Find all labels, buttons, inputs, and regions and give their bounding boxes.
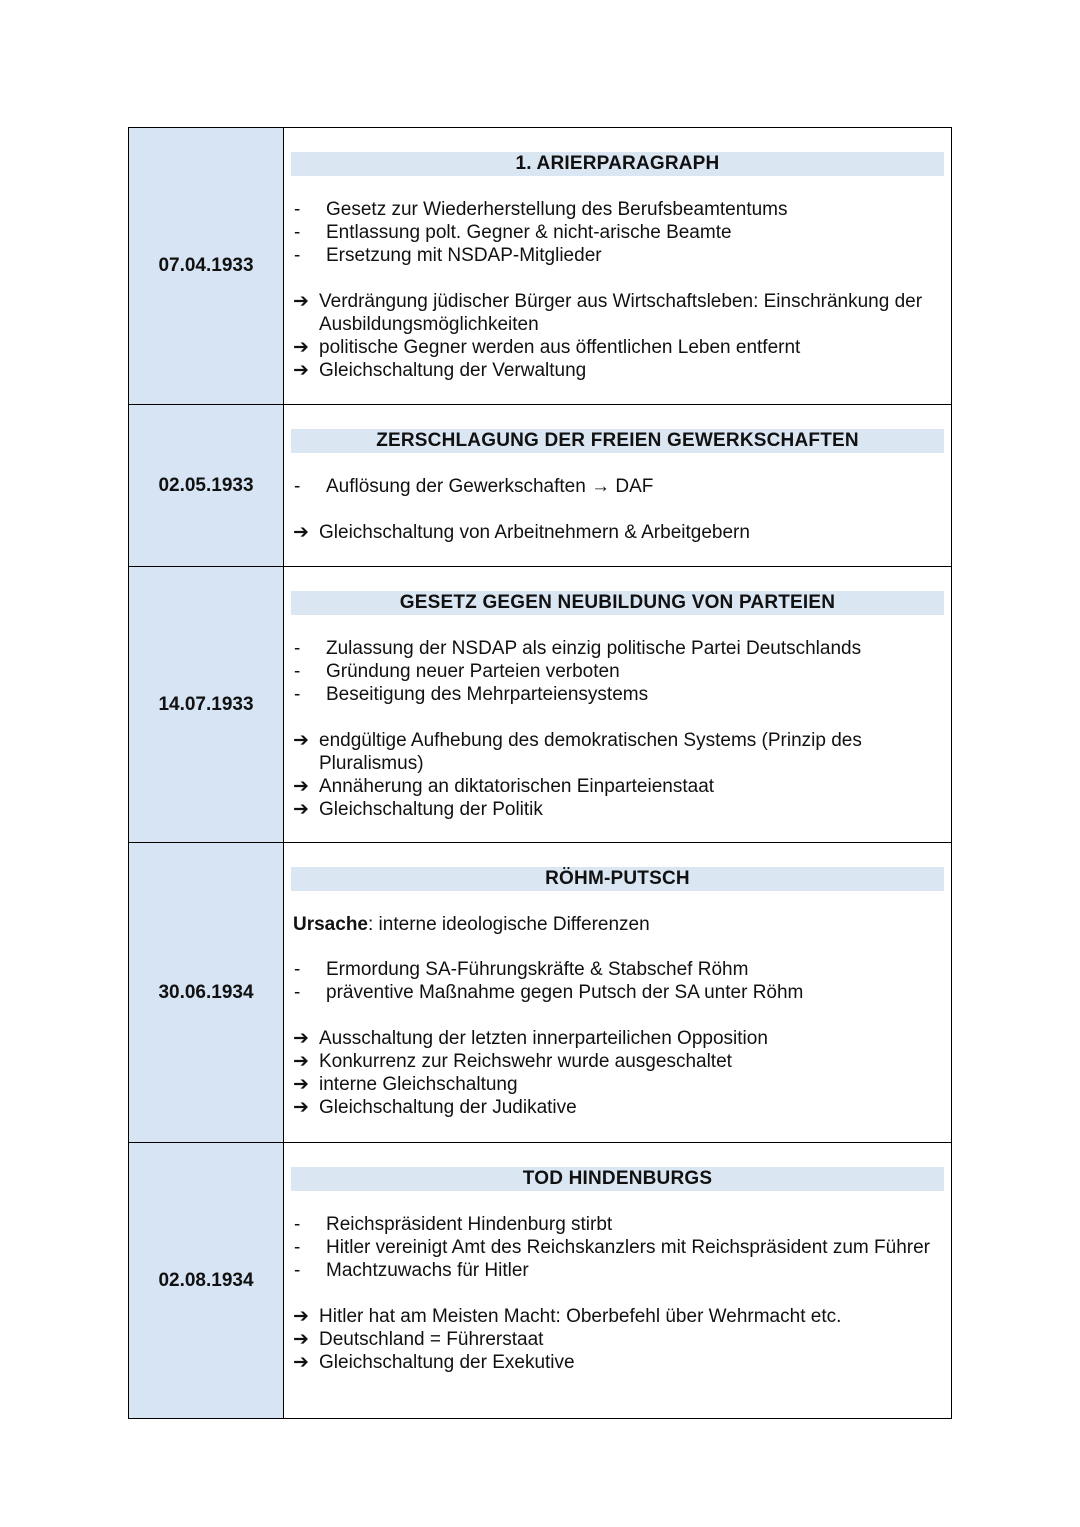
consequence-list (291, 729, 944, 821)
cause-text: : interne ideologische Differenzen (368, 914, 650, 935)
consequence-text: Ausschaltung der letzten innerparteilichen Opposition (319, 1028, 768, 1049)
arrow-right-icon: ➔ (293, 1051, 309, 1072)
bullet-item: - Gesetz zur Wiederherstellung des Berufsbeamtentums (291, 198, 944, 221)
bullet-list (291, 198, 944, 267)
consequence-text: interne Gleichschaltung (319, 1074, 518, 1095)
bullet-item: - Entlassung polt. Gegner & nicht-arische Beamte (291, 221, 944, 244)
consequence-list (291, 1027, 944, 1119)
consequence-list (291, 1305, 944, 1374)
consequence-item (291, 1351, 944, 1374)
consequence-text: endgültige Aufhebung des demokratischen Systems (Prinzip des Pluralismus) (319, 730, 862, 774)
arrow-right-icon: ➔ (293, 522, 309, 543)
consequence-list (291, 290, 944, 382)
consequence-item (291, 336, 944, 359)
consequence-item (291, 1305, 944, 1328)
section-heading: RÖHM-PUTSCH (291, 867, 944, 891)
arrow-right-icon: ➔ (293, 337, 309, 358)
bullet-item: - Hitler vereinigt Amt des Reichskanzlers mit Reichspräsident zum Führer (291, 1236, 944, 1259)
consequence-text: politische Gegner werden aus öffentlichen Leben entfernt (319, 337, 801, 358)
bullet-item: - Ersetzung mit NSDAP-Mitglieder (291, 244, 944, 267)
bullet-item: - Gründung neuer Parteien verboten (291, 660, 944, 683)
consequence-item (291, 798, 944, 821)
arrow-right-icon: ➔ (293, 1028, 309, 1049)
arrow-right-icon: ➔ (293, 1306, 309, 1327)
consequence-item (291, 1073, 944, 1096)
arrow-right-icon: ➔ (293, 1352, 309, 1373)
bullet-item: - Ermordung SA-Führungskräfte & Stabschef Röhm (291, 958, 944, 981)
bullet-item: - Beseitigung des Mehrparteiensystems (291, 683, 944, 706)
bullet-list (291, 475, 944, 498)
consequence-text: Konkurrenz zur Reichswehr wurde ausgeschaltet (319, 1051, 732, 1072)
bullet-item: - Zulassung der NSDAP als einzig politische Partei Deutschlands (291, 637, 944, 660)
section-heading: 1. ARIERPARAGRAPH (291, 152, 944, 176)
arrow-right-icon: ➔ (293, 799, 309, 820)
consequence-item (291, 775, 944, 798)
section-heading: TOD HINDENBURGS (291, 1167, 944, 1191)
consequence-text: Verdrängung jüdischer Bürger aus Wirtschaftsleben: Einschränkung der Ausbildungsmöglichkeiten (319, 291, 923, 335)
consequence-item (291, 1050, 944, 1073)
date-cell: 07.04.1933 (129, 128, 284, 405)
content-cell (284, 567, 952, 843)
timeline-row (129, 1143, 952, 1419)
timeline-row (129, 405, 952, 567)
content-cell (284, 1143, 952, 1419)
consequence-item (291, 290, 944, 336)
arrow-right-icon: ➔ (293, 360, 309, 381)
content-cell (284, 843, 952, 1143)
content-cell (284, 405, 952, 567)
timeline-row (129, 567, 952, 843)
consequence-list (291, 521, 944, 544)
section-heading: ZERSCHLAGUNG DER FREIEN GEWERKSCHAFTEN (291, 429, 944, 453)
consequence-item (291, 729, 944, 775)
bullet-list (291, 637, 944, 706)
date-cell: 30.06.1934 (129, 843, 284, 1143)
consequence-item (291, 1027, 944, 1050)
consequence-text: Gleichschaltung der Verwaltung (319, 360, 587, 381)
arrow-right-icon: ➔ (293, 730, 309, 751)
consequence-text: Gleichschaltung von Arbeitnehmern & Arbeitgebern (319, 522, 750, 543)
consequence-text: Hitler hat am Meisten Macht: Oberbefehl über Wehrmacht etc. (319, 1306, 842, 1327)
cause-label: Ursache (293, 914, 368, 935)
consequence-text: Annäherung an diktatorischen Einparteienstaat (319, 776, 715, 797)
section-heading: GESETZ GEGEN NEUBILDUNG VON PARTEIEN (291, 591, 944, 615)
consequence-text: Gleichschaltung der Judikative (319, 1097, 577, 1118)
bullet-item: - präventive Maßnahme gegen Putsch der SA unter Röhm (291, 981, 944, 1004)
date-cell: 02.08.1934 (129, 1143, 284, 1419)
timeline-table (128, 127, 952, 1419)
bullet-list (291, 958, 944, 1004)
date-cell: 02.05.1933 (129, 405, 284, 567)
consequence-text: Gleichschaltung der Politik (319, 799, 543, 820)
bullet-item: - Auflösung der Gewerkschaften → DAF (291, 475, 944, 498)
timeline-row (129, 128, 952, 405)
consequence-item (291, 1096, 944, 1119)
consequence-item (291, 359, 944, 382)
cause-line (291, 913, 944, 936)
bullet-item: - Reichspräsident Hindenburg stirbt (291, 1213, 944, 1236)
consequence-item (291, 1328, 944, 1351)
bullet-list (291, 1213, 944, 1282)
arrow-right-icon: ➔ (293, 776, 309, 797)
arrow-right-icon: ➔ (293, 1074, 309, 1095)
timeline-row (129, 843, 952, 1143)
content-cell (284, 128, 952, 405)
consequence-text: Deutschland = Führerstaat (319, 1329, 544, 1350)
bullet-item: - Machtzuwachs für Hitler (291, 1259, 944, 1282)
date-cell: 14.07.1933 (129, 567, 284, 843)
arrow-right-icon: ➔ (293, 1097, 309, 1118)
arrow-right-icon: ➔ (293, 1329, 309, 1350)
arrow-right-icon: ➔ (293, 291, 309, 312)
consequence-text: Gleichschaltung der Exekutive (319, 1352, 575, 1373)
consequence-item (291, 521, 944, 544)
